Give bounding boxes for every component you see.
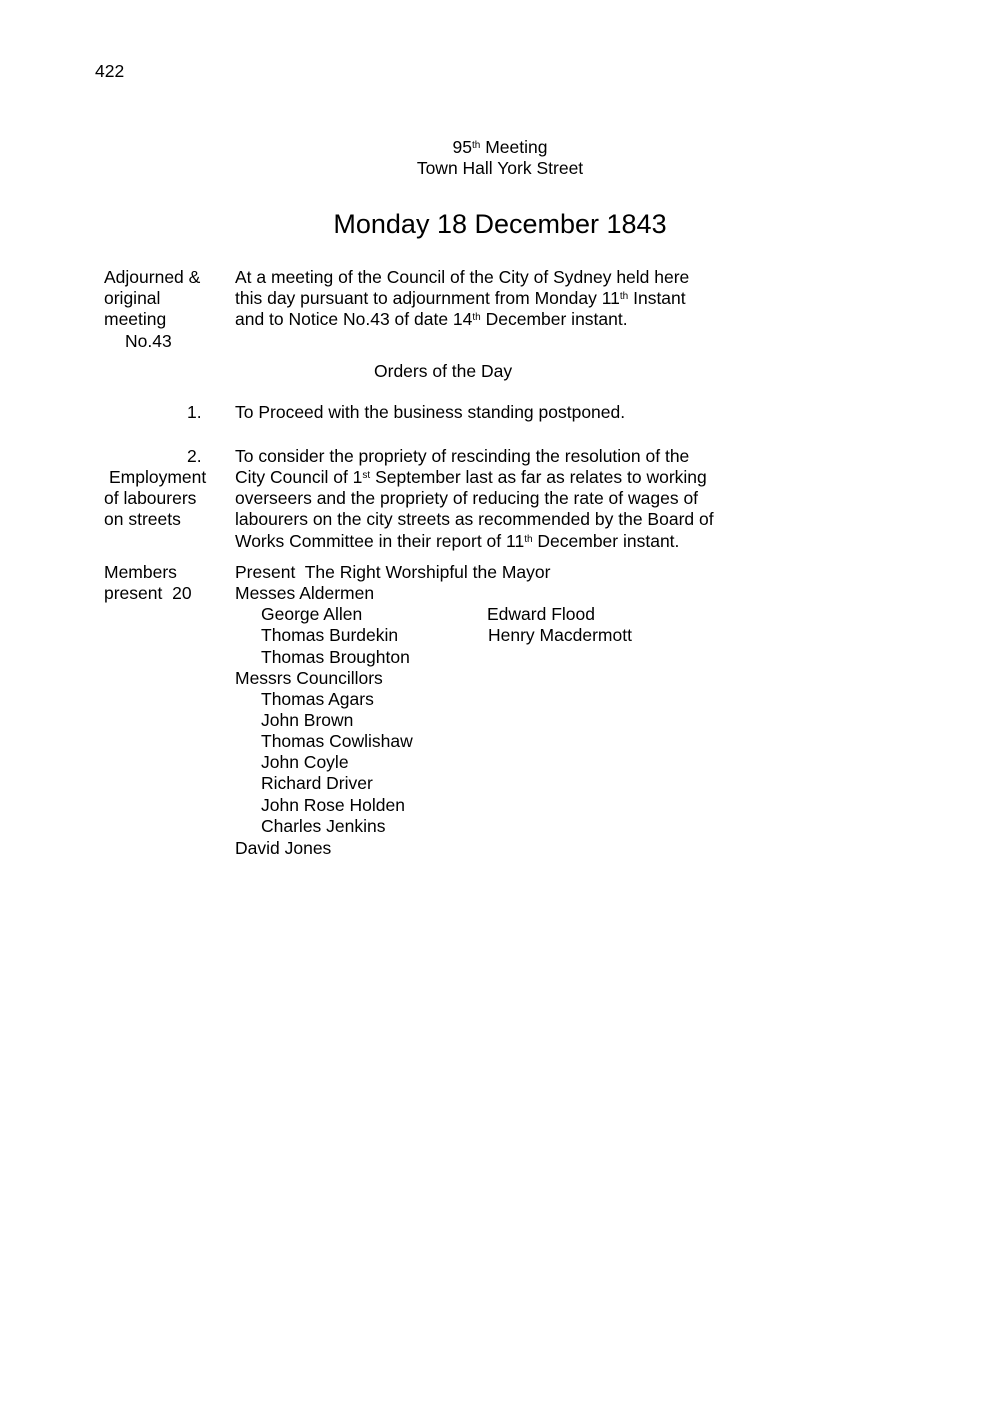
meeting-heading: [0, 137, 1000, 158]
intro-line-2: [235, 288, 686, 309]
item-2-line-4: labourers on the city streets as recommended by the Board of: [235, 509, 714, 529]
councillor-name: Charles Jenkins: [261, 816, 386, 836]
item-2-line-2-sup: st: [362, 470, 371, 481]
meeting-number-suffix: th: [472, 140, 481, 151]
item-2-line-5-text: Works Committee in their report of 11: [235, 531, 525, 551]
page-title: Monday 18 December 1843: [333, 209, 667, 239]
item-2-line-2: [235, 467, 707, 488]
item-2-line-5-end: December instant.: [532, 531, 680, 551]
alderman-name: Thomas Broughton: [261, 647, 410, 667]
alderman-name: George Allen: [261, 604, 363, 624]
margin-note-adjourned-3: meeting: [104, 309, 167, 329]
margin-note-members-2: present 20: [104, 583, 192, 603]
councillor-name: David Jones: [235, 838, 332, 858]
margin-note-adjourned-2: original: [104, 288, 161, 308]
councillor-name: John Brown: [261, 710, 354, 730]
margin-note-adjourned-4: No.43: [125, 331, 172, 351]
item-2-line-1: To consider the propriety of rescinding the resolution of the: [235, 446, 690, 466]
item-1-number: 1.: [187, 402, 202, 422]
councillor-name: John Coyle: [261, 752, 349, 772]
item-2-line-2-text: City Council of 1: [235, 467, 363, 487]
meeting-word: Meeting: [480, 137, 548, 157]
item-2-line-5-sup: th: [524, 534, 533, 545]
orders-heading: Orders of the Day: [374, 361, 513, 381]
intro-line-2-sup: th: [619, 291, 629, 302]
intro-line-2-end: Instant: [628, 288, 686, 308]
item-2-number: 2.: [187, 446, 202, 466]
present-line: Present The Right Worshipful the Mayor: [235, 562, 551, 582]
alderman-name: Thomas Burdekin: [261, 625, 399, 645]
meeting-venue: Town Hall York Street: [416, 158, 584, 178]
councillors-heading: Messrs Councillors: [235, 668, 383, 688]
intro-line-2-text: this day pursuant to adjournment from Monday 11: [235, 288, 620, 308]
margin-note-adjourned-1: Adjourned &: [104, 267, 201, 287]
margin-note-employment-1: Employment: [109, 467, 207, 487]
margin-note-employment-3: on streets: [104, 509, 181, 529]
councillor-name: John Rose Holden: [261, 795, 405, 815]
intro-line-3-sup: th: [472, 312, 481, 323]
item-2-line-2-end: September last as far as relates to working: [370, 467, 707, 487]
item-2-line-5: [235, 531, 679, 552]
item-1-text: To Proceed with the business standing postponed.: [235, 402, 626, 422]
intro-line-3-text: and to Notice No.43 of date 14: [235, 309, 473, 329]
alderman-name: Edward Flood: [487, 604, 595, 624]
alderman-name: Henry Macdermott: [488, 625, 632, 645]
councillor-name: Thomas Agars: [261, 689, 374, 709]
intro-line-3: [235, 309, 628, 330]
item-2-line-3: overseers and the propriety of reducing the rate of wages of: [235, 488, 699, 508]
margin-note-members-1: Members: [104, 562, 177, 582]
aldermen-heading: Messes Aldermen: [235, 583, 375, 603]
intro-line-3-end: December instant.: [480, 309, 628, 329]
margin-note-employment-2: of labourers: [104, 488, 197, 508]
councillor-name: Richard Driver: [261, 773, 373, 793]
meeting-number: 95: [452, 137, 472, 157]
intro-line-1: At a meeting of the Council of the City of Sydney held here: [235, 267, 690, 287]
councillor-name: Thomas Cowlishaw: [261, 731, 413, 751]
page-number: 422: [95, 61, 125, 81]
